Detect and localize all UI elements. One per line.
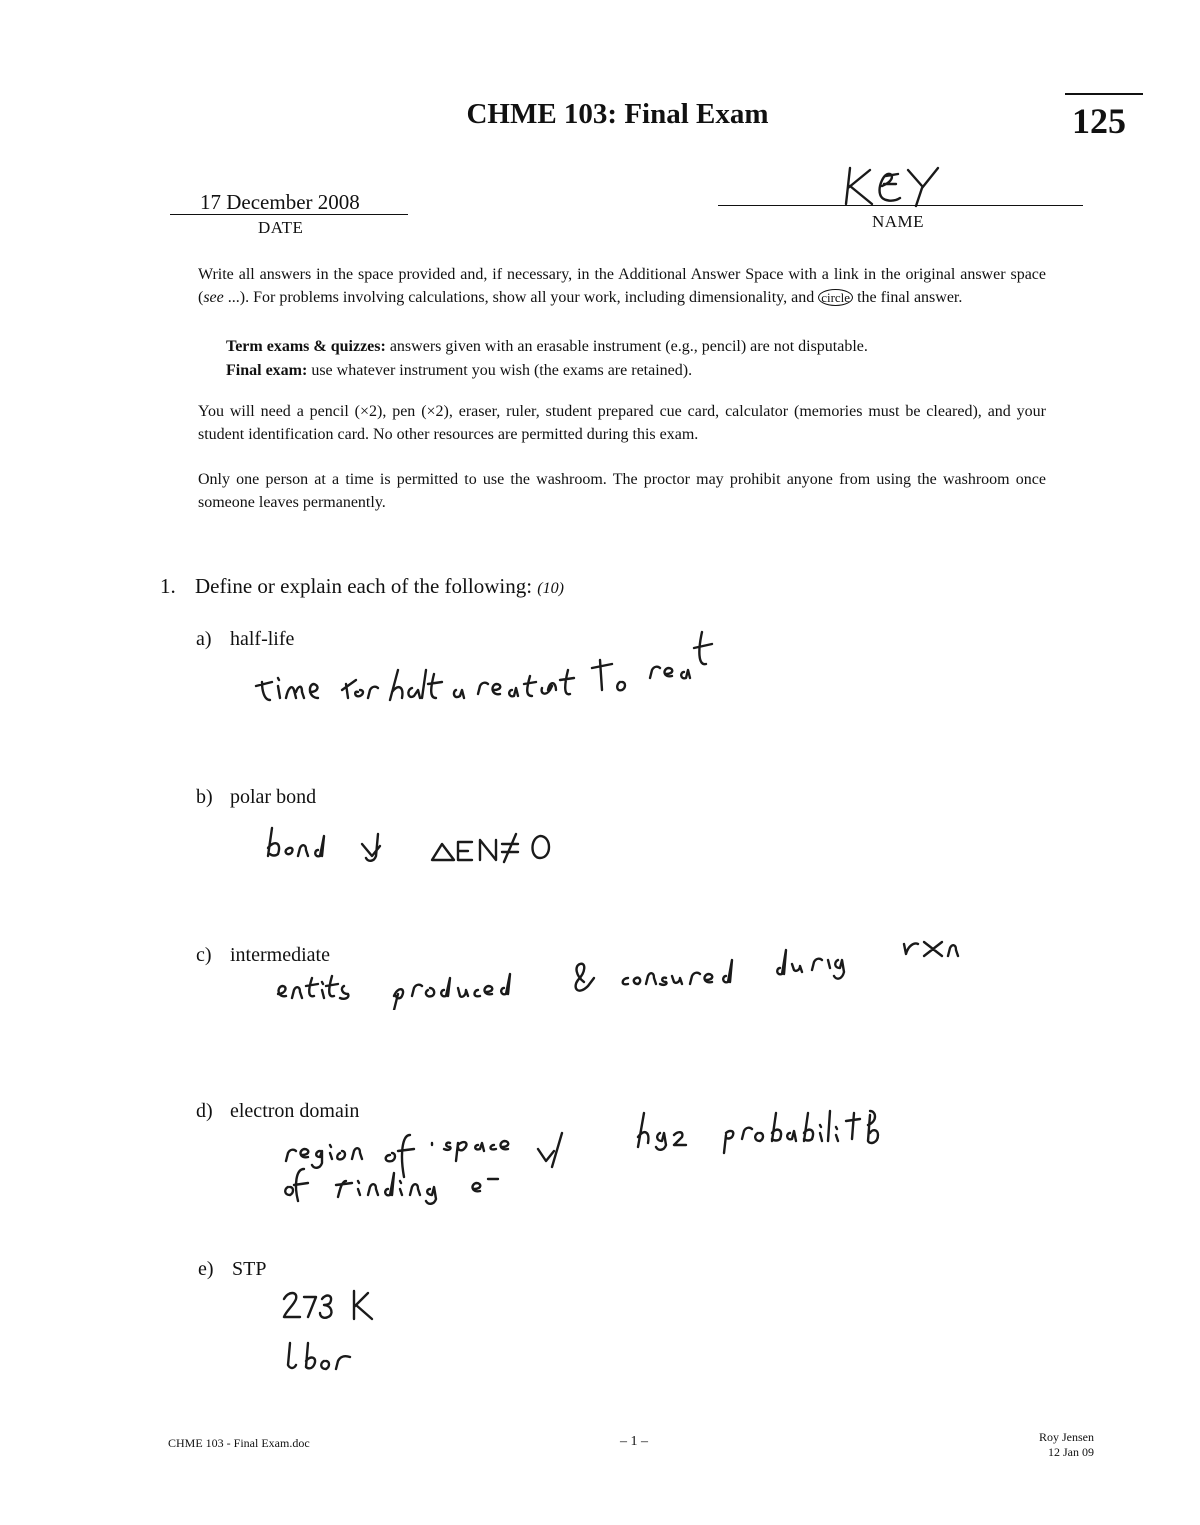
part-a-answer <box>250 620 780 710</box>
part-d-answer <box>280 1085 900 1205</box>
part-c-answer <box>272 920 972 1010</box>
question-points: (10) <box>537 580 564 597</box>
date-value: 17 December 2008 <box>200 190 360 214</box>
instructions-instruments: Term exams & quizzes: answers given with an erasable instrument (e.g., pencil) are not disputable. Final exam: use whatever instrument you wish (the exams are retained). <box>226 338 868 379</box>
name-handwritten <box>840 162 950 208</box>
part-b-label: b) polar bond <box>196 786 317 808</box>
footer-filename: CHME 103 - Final Exam.doc <box>168 1436 310 1450</box>
date-label: DATE <box>258 218 304 237</box>
part-e-answer <box>280 1285 400 1375</box>
question-number: 1. <box>160 574 176 598</box>
name-underline <box>718 205 1083 206</box>
footer-page-number: – 1 – <box>620 1434 648 1449</box>
total-score-underline <box>1065 93 1143 95</box>
instructions-washroom: Only one person at a time is permitted to use the washroom. The proctor may prohibit anyone from using the washroom once someone leaves permanently. <box>198 471 1046 511</box>
instructions-answers: Write all answers in the space provided and, if necessary, in the Additional Answer Space with a link in the original answer space (see ...). For problems involving calculations, show all your work, including dimensionality, and circle the final answer. <box>198 266 1046 306</box>
part-b-answer <box>262 808 572 864</box>
date-underline <box>170 214 408 215</box>
footer-author-date: Roy Jensen 12 Jan 09 <box>1039 1430 1094 1459</box>
part-a-label: a) half-life <box>196 628 295 650</box>
instructions-materials: You will need a pencil (×2), pen (×2), eraser, ruler, student prepared cue card, calculator (memories must be cleared), and your student identification card. No other resources are permitted during this exam. <box>198 403 1046 443</box>
circled-word: circle <box>818 289 853 306</box>
part-c-label: c) intermediate <box>196 944 330 966</box>
part-d-label: d) electron domain <box>196 1100 360 1122</box>
exam-title: CHME 103: Final Exam <box>466 98 769 130</box>
question-text: Define or explain each of the following: (10) <box>195 574 564 598</box>
part-e-label: e) STP <box>198 1258 267 1280</box>
name-label: NAME <box>872 212 925 231</box>
total-score: 125 <box>1072 101 1126 141</box>
